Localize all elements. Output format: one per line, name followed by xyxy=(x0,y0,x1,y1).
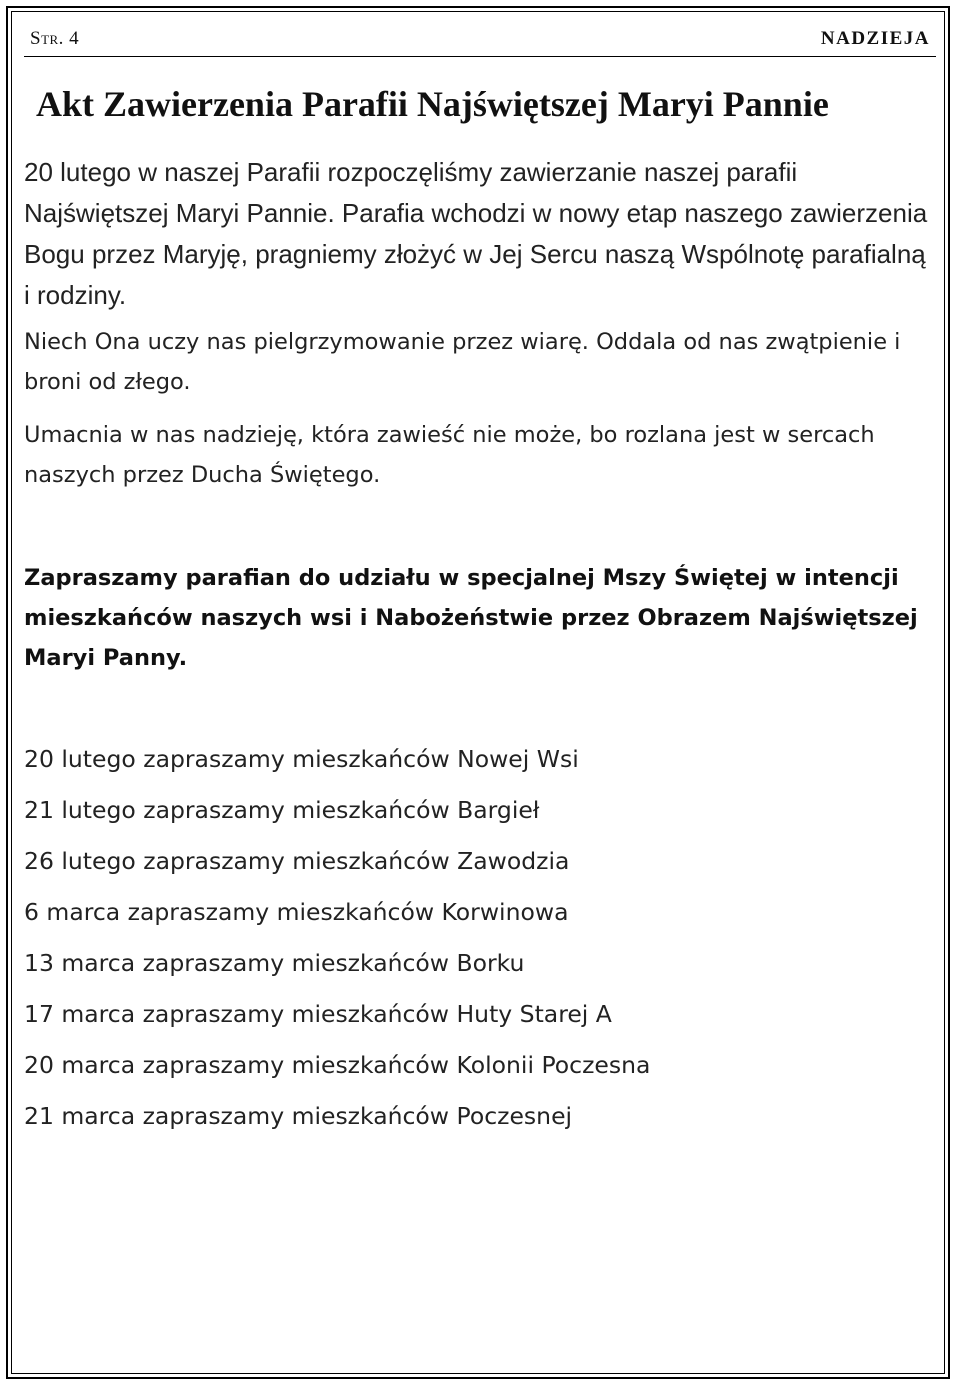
schedule-item: 13 marca zapraszamy mieszkańców Borku xyxy=(24,949,525,977)
schedule-item: 21 lutego zapraszamy mieszkańców Bargieł xyxy=(24,796,540,824)
newsletter-name: NADZIEJA xyxy=(820,28,930,49)
page-number: Str. 4 xyxy=(30,28,80,49)
intro-paragraph: 20 lutego w naszej Parafii rozpoczęliśmy zawierzanie naszej parafii Najświętszej Maryi Pannie. Parafia wchodzi w nowy etap naszego zawierzenia Bogu przez Maryję, pragniemy złożyć w Jej Sercu naszą Wspólnotę parafialną i rodziny. xyxy=(24,157,928,310)
schedule-item: 17 marca zapraszamy mieszkańców Huty Starej A xyxy=(24,1000,612,1028)
invitation-text: Zapraszamy parafian do udziału w specjalnej Mszy Świętej w intencji mieszkańców naszych wsi i Nabożeństwie przez Obrazem Najświętszej Maryi Panny. xyxy=(24,565,918,671)
schedule-item: 26 lutego zapraszamy mieszkańców Zawodzia xyxy=(24,847,570,875)
article-title: Akt Zawierzenia Parafii Najświętszej Maryi Pannie xyxy=(36,84,829,124)
schedule-item: 20 marca zapraszamy mieszkańców Kolonii Poczesna xyxy=(24,1051,651,1079)
paragraph-hope: Umacnia w nas nadzieję, która zawieść nie może, bo rozlana jest w sercach naszych przez Ducha Świętego. xyxy=(24,422,875,488)
schedule-item: 20 lutego zapraszamy mieszkańców Nowej Wsi xyxy=(24,745,579,773)
schedule-item: 6 marca zapraszamy mieszkańców Korwinowa xyxy=(24,898,569,926)
schedule-list xyxy=(24,735,650,1143)
page-header xyxy=(30,26,930,56)
schedule-item: 21 marca zapraszamy mieszkańców Poczesnej xyxy=(24,1102,573,1130)
header-divider xyxy=(24,56,936,57)
paragraph-faith: Niech Ona uczy nas pielgrzymowanie przez wiarę. Oddala od nas zwątpienie i broni od złego. xyxy=(24,329,901,395)
